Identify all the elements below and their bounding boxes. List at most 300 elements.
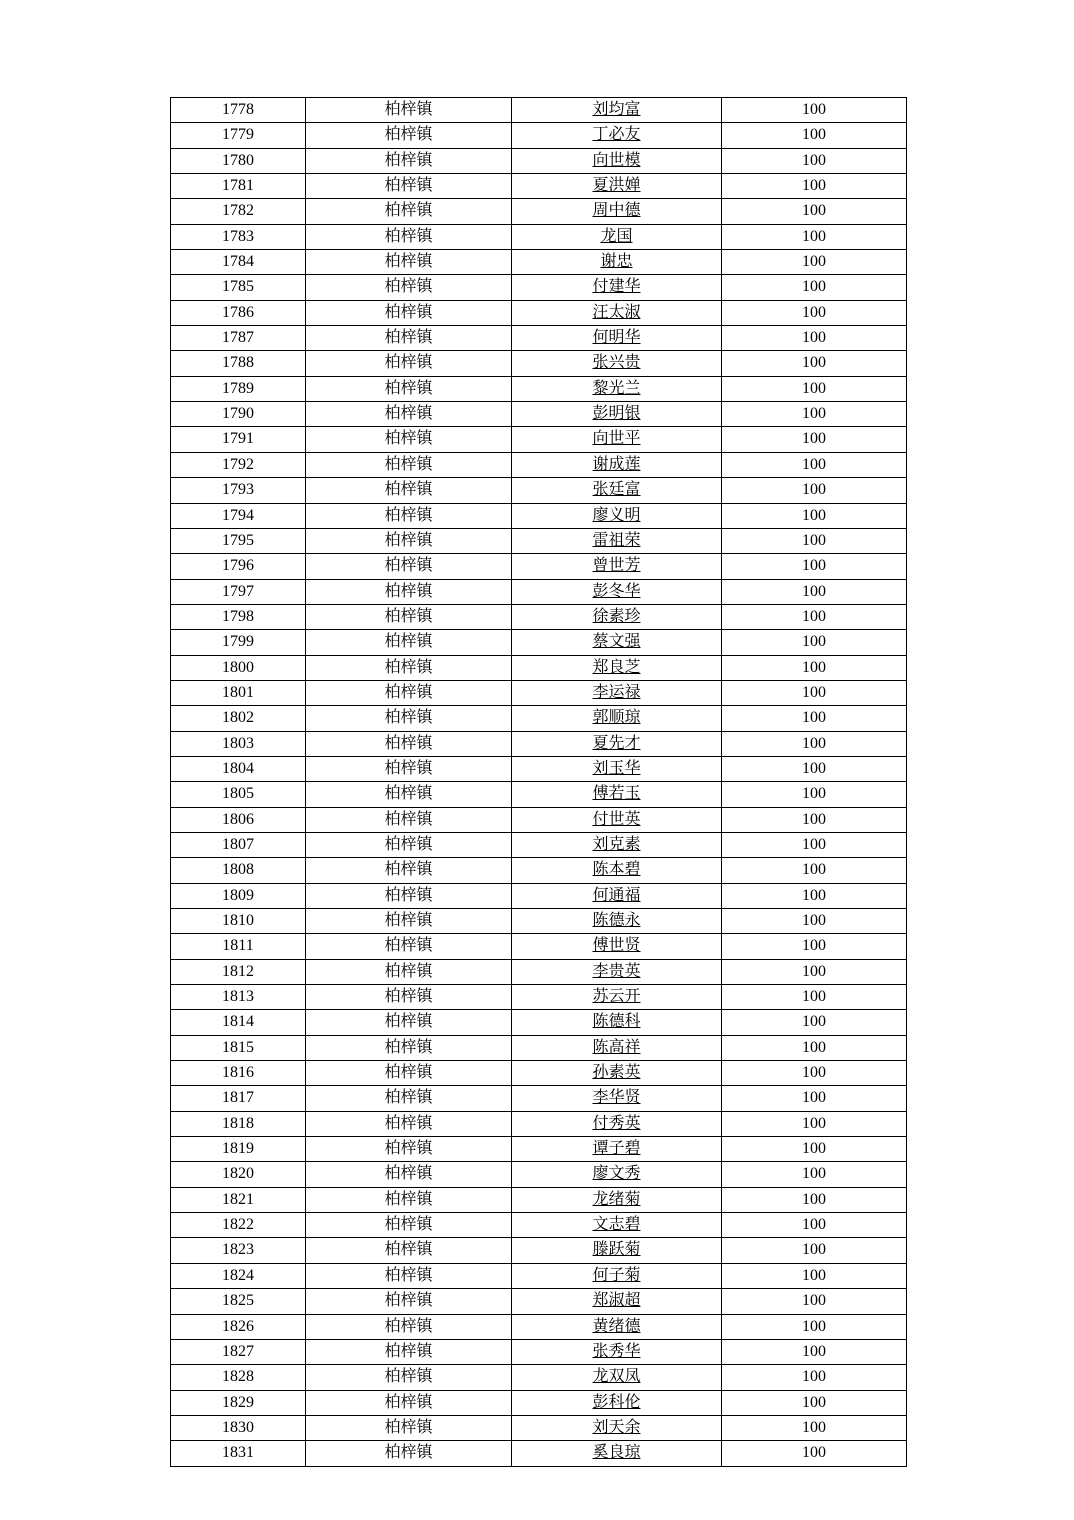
table-row bbox=[171, 402, 907, 427]
table-row bbox=[171, 148, 907, 173]
amount-cell: 100 bbox=[722, 199, 907, 224]
index-cell: 1793 bbox=[171, 478, 306, 503]
amount-cell: 100 bbox=[722, 832, 907, 857]
index-cell: 1785 bbox=[171, 275, 306, 300]
name-cell bbox=[512, 1137, 722, 1162]
town-cell: 柏梓镇 bbox=[306, 1415, 512, 1440]
person-name: 郭顺琼 bbox=[592, 709, 641, 727]
town-cell: 柏梓镇 bbox=[306, 934, 512, 959]
index-cell: 1822 bbox=[171, 1213, 306, 1238]
amount-cell: 100 bbox=[722, 427, 907, 452]
amount-cell: 100 bbox=[722, 909, 907, 934]
amount-cell: 100 bbox=[722, 782, 907, 807]
table-row bbox=[171, 98, 907, 123]
town-cell: 柏梓镇 bbox=[306, 250, 512, 275]
person-name: 刘天余 bbox=[592, 1418, 641, 1436]
index-cell: 1803 bbox=[171, 731, 306, 756]
records-table-body bbox=[171, 98, 907, 1467]
index-cell: 1830 bbox=[171, 1415, 306, 1440]
amount-cell: 100 bbox=[722, 98, 907, 123]
person-name: 郑良芝 bbox=[592, 658, 641, 676]
amount-cell: 100 bbox=[722, 1035, 907, 1060]
index-cell: 1798 bbox=[171, 604, 306, 629]
index-cell: 1779 bbox=[171, 123, 306, 148]
name-cell bbox=[512, 604, 722, 629]
town-cell: 柏梓镇 bbox=[306, 224, 512, 249]
records-table bbox=[170, 97, 907, 1467]
person-name: 彭冬华 bbox=[592, 582, 641, 600]
table-row bbox=[171, 326, 907, 351]
town-cell: 柏梓镇 bbox=[306, 554, 512, 579]
town-cell: 柏梓镇 bbox=[306, 300, 512, 325]
index-cell: 1821 bbox=[171, 1187, 306, 1212]
amount-cell: 100 bbox=[722, 1314, 907, 1339]
name-cell bbox=[512, 1238, 722, 1263]
table-row bbox=[171, 1238, 907, 1263]
name-cell bbox=[512, 630, 722, 655]
town-cell: 柏梓镇 bbox=[306, 1162, 512, 1187]
index-cell: 1814 bbox=[171, 1010, 306, 1035]
table-row bbox=[171, 1162, 907, 1187]
amount-cell: 100 bbox=[722, 934, 907, 959]
name-cell bbox=[512, 579, 722, 604]
amount-cell: 100 bbox=[722, 1086, 907, 1111]
index-cell: 1804 bbox=[171, 756, 306, 781]
town-cell: 柏梓镇 bbox=[306, 706, 512, 731]
index-cell: 1783 bbox=[171, 224, 306, 249]
index-cell: 1820 bbox=[171, 1162, 306, 1187]
table-row bbox=[171, 782, 907, 807]
person-name: 彭科伦 bbox=[592, 1393, 641, 1411]
town-cell: 柏梓镇 bbox=[306, 883, 512, 908]
person-name: 付秀英 bbox=[592, 1114, 641, 1132]
person-name: 彭明银 bbox=[592, 405, 641, 423]
person-name: 陈德科 bbox=[592, 1013, 641, 1031]
town-cell: 柏梓镇 bbox=[306, 832, 512, 857]
name-cell bbox=[512, 655, 722, 680]
amount-cell: 100 bbox=[722, 807, 907, 832]
index-cell: 1786 bbox=[171, 300, 306, 325]
town-cell: 柏梓镇 bbox=[306, 756, 512, 781]
index-cell: 1828 bbox=[171, 1365, 306, 1390]
town-cell: 柏梓镇 bbox=[306, 351, 512, 376]
person-name: 李贵英 bbox=[592, 962, 641, 980]
person-name: 黄绪德 bbox=[592, 1317, 641, 1335]
name-cell bbox=[512, 1289, 722, 1314]
index-cell: 1810 bbox=[171, 909, 306, 934]
name-cell bbox=[512, 503, 722, 528]
amount-cell: 100 bbox=[722, 655, 907, 680]
amount-cell: 100 bbox=[722, 630, 907, 655]
table-row bbox=[171, 1010, 907, 1035]
name-cell bbox=[512, 1111, 722, 1136]
name-cell bbox=[512, 1086, 722, 1111]
person-name: 傅若玉 bbox=[592, 785, 641, 803]
table-row bbox=[171, 1441, 907, 1466]
amount-cell: 100 bbox=[722, 1111, 907, 1136]
name-cell bbox=[512, 275, 722, 300]
person-name: 向世平 bbox=[592, 430, 641, 448]
name-cell bbox=[512, 1035, 722, 1060]
person-name: 刘玉华 bbox=[592, 759, 641, 777]
amount-cell: 100 bbox=[722, 959, 907, 984]
table-row bbox=[171, 199, 907, 224]
table-row bbox=[171, 174, 907, 199]
amount-cell: 100 bbox=[722, 1187, 907, 1212]
person-name: 滕跃菊 bbox=[592, 1241, 641, 1259]
name-cell bbox=[512, 123, 722, 148]
town-cell: 柏梓镇 bbox=[306, 680, 512, 705]
table-row bbox=[171, 807, 907, 832]
table-row bbox=[171, 1314, 907, 1339]
name-cell bbox=[512, 402, 722, 427]
town-cell: 柏梓镇 bbox=[306, 959, 512, 984]
name-cell bbox=[512, 832, 722, 857]
index-cell: 1824 bbox=[171, 1263, 306, 1288]
town-cell: 柏梓镇 bbox=[306, 1187, 512, 1212]
index-cell: 1826 bbox=[171, 1314, 306, 1339]
person-name: 张廷富 bbox=[592, 481, 641, 499]
table-row bbox=[171, 909, 907, 934]
name-cell bbox=[512, 452, 722, 477]
person-name: 龙双凤 bbox=[592, 1368, 641, 1386]
amount-cell: 100 bbox=[722, 300, 907, 325]
table-row bbox=[171, 604, 907, 629]
person-name: 孙素英 bbox=[592, 1064, 641, 1082]
table-row bbox=[171, 985, 907, 1010]
town-cell: 柏梓镇 bbox=[306, 807, 512, 832]
amount-cell: 100 bbox=[722, 1365, 907, 1390]
town-cell: 柏梓镇 bbox=[306, 503, 512, 528]
name-cell bbox=[512, 1213, 722, 1238]
name-cell bbox=[512, 478, 722, 503]
amount-cell: 100 bbox=[722, 1263, 907, 1288]
name-cell bbox=[512, 934, 722, 959]
person-name: 陈德永 bbox=[592, 912, 641, 929]
amount-cell: 100 bbox=[722, 706, 907, 731]
amount-cell: 100 bbox=[722, 123, 907, 148]
index-cell: 1782 bbox=[171, 199, 306, 224]
table-row bbox=[171, 452, 907, 477]
table-row bbox=[171, 1137, 907, 1162]
name-cell bbox=[512, 985, 722, 1010]
person-name: 黎光兰 bbox=[592, 379, 641, 397]
amount-cell: 100 bbox=[722, 1339, 907, 1364]
table-row bbox=[171, 1289, 907, 1314]
amount-cell: 100 bbox=[722, 1415, 907, 1440]
index-cell: 1818 bbox=[171, 1111, 306, 1136]
person-name: 李运禄 bbox=[592, 683, 641, 701]
index-cell: 1801 bbox=[171, 680, 306, 705]
person-name: 曾世芳 bbox=[592, 557, 641, 575]
name-cell bbox=[512, 858, 722, 883]
town-cell: 柏梓镇 bbox=[306, 427, 512, 452]
amount-cell: 100 bbox=[722, 1390, 907, 1415]
amount-cell: 100 bbox=[722, 326, 907, 351]
name-cell bbox=[512, 554, 722, 579]
town-cell: 柏梓镇 bbox=[306, 148, 512, 173]
town-cell: 柏梓镇 bbox=[306, 1365, 512, 1390]
person-name: 何明华 bbox=[592, 329, 641, 347]
person-name: 徐素珍 bbox=[592, 607, 641, 625]
person-name: 付建华 bbox=[592, 278, 641, 296]
person-name: 汪太淑 bbox=[592, 303, 641, 321]
name-cell bbox=[512, 1441, 722, 1466]
index-cell: 1799 bbox=[171, 630, 306, 655]
amount-cell: 100 bbox=[722, 402, 907, 427]
table-row bbox=[171, 351, 907, 376]
index-cell: 1796 bbox=[171, 554, 306, 579]
name-cell bbox=[512, 1061, 722, 1086]
town-cell: 柏梓镇 bbox=[306, 1339, 512, 1364]
table-row bbox=[171, 883, 907, 908]
table-row bbox=[171, 1035, 907, 1060]
person-name: 谢成莲 bbox=[592, 455, 641, 473]
amount-cell: 100 bbox=[722, 554, 907, 579]
name-cell bbox=[512, 731, 722, 756]
index-cell: 1819 bbox=[171, 1137, 306, 1162]
person-name: 夏洪婵 bbox=[592, 177, 641, 195]
table-row bbox=[171, 579, 907, 604]
town-cell: 柏梓镇 bbox=[306, 174, 512, 199]
name-cell bbox=[512, 326, 722, 351]
person-name: 郑淑超 bbox=[592, 1292, 641, 1310]
index-cell: 1812 bbox=[171, 959, 306, 984]
name-cell bbox=[512, 680, 722, 705]
table-row bbox=[171, 1187, 907, 1212]
name-cell bbox=[512, 199, 722, 224]
name-cell bbox=[512, 1339, 722, 1364]
person-name: 刘均富 bbox=[592, 101, 641, 118]
table-row bbox=[171, 224, 907, 249]
table-row bbox=[171, 959, 907, 984]
index-cell: 1811 bbox=[171, 934, 306, 959]
person-name: 谢忠 bbox=[600, 253, 633, 271]
amount-cell: 100 bbox=[722, 1238, 907, 1263]
table-row bbox=[171, 123, 907, 148]
person-name: 龙绪菊 bbox=[592, 1190, 641, 1208]
name-cell bbox=[512, 1314, 722, 1339]
person-name: 张秀华 bbox=[592, 1342, 641, 1360]
town-cell: 柏梓镇 bbox=[306, 402, 512, 427]
amount-cell: 100 bbox=[722, 275, 907, 300]
index-cell: 1778 bbox=[171, 98, 306, 123]
amount-cell: 100 bbox=[722, 756, 907, 781]
name-cell bbox=[512, 1010, 722, 1035]
name-cell bbox=[512, 250, 722, 275]
name-cell bbox=[512, 351, 722, 376]
person-name: 李华贤 bbox=[592, 1089, 641, 1107]
index-cell: 1784 bbox=[171, 250, 306, 275]
table-row bbox=[171, 706, 907, 731]
index-cell: 1791 bbox=[171, 427, 306, 452]
amount-cell: 100 bbox=[722, 1289, 907, 1314]
town-cell: 柏梓镇 bbox=[306, 478, 512, 503]
person-name: 奚良琼 bbox=[592, 1444, 641, 1462]
table-row bbox=[171, 756, 907, 781]
index-cell: 1831 bbox=[171, 1441, 306, 1466]
index-cell: 1823 bbox=[171, 1238, 306, 1263]
table-row bbox=[171, 832, 907, 857]
index-cell: 1802 bbox=[171, 706, 306, 731]
index-cell: 1790 bbox=[171, 402, 306, 427]
name-cell bbox=[512, 148, 722, 173]
index-cell: 1808 bbox=[171, 858, 306, 883]
index-cell: 1780 bbox=[171, 148, 306, 173]
table-row bbox=[171, 1390, 907, 1415]
index-cell: 1781 bbox=[171, 174, 306, 199]
town-cell: 柏梓镇 bbox=[306, 782, 512, 807]
index-cell: 1813 bbox=[171, 985, 306, 1010]
amount-cell: 100 bbox=[722, 604, 907, 629]
amount-cell: 100 bbox=[722, 224, 907, 249]
table-row bbox=[171, 554, 907, 579]
name-cell bbox=[512, 98, 722, 123]
name-cell bbox=[512, 376, 722, 401]
table-row bbox=[171, 427, 907, 452]
town-cell: 柏梓镇 bbox=[306, 123, 512, 148]
name-cell bbox=[512, 807, 722, 832]
table-row bbox=[171, 1111, 907, 1136]
table-row bbox=[171, 1339, 907, 1364]
town-cell: 柏梓镇 bbox=[306, 1010, 512, 1035]
name-cell bbox=[512, 174, 722, 199]
amount-cell: 100 bbox=[722, 579, 907, 604]
person-name: 向世模 bbox=[592, 151, 641, 169]
name-cell bbox=[512, 1187, 722, 1212]
amount-cell: 100 bbox=[722, 1162, 907, 1187]
amount-cell: 100 bbox=[722, 503, 907, 528]
table-row bbox=[171, 630, 907, 655]
town-cell: 柏梓镇 bbox=[306, 909, 512, 934]
person-name: 雷祖荣 bbox=[592, 531, 641, 549]
table-row bbox=[171, 376, 907, 401]
name-cell bbox=[512, 883, 722, 908]
index-cell: 1827 bbox=[171, 1339, 306, 1364]
amount-cell: 100 bbox=[722, 452, 907, 477]
town-cell: 柏梓镇 bbox=[306, 1441, 512, 1466]
town-cell: 柏梓镇 bbox=[306, 985, 512, 1010]
person-name: 张兴贵 bbox=[592, 354, 641, 372]
table-row bbox=[171, 1061, 907, 1086]
amount-cell: 100 bbox=[722, 528, 907, 553]
index-cell: 1800 bbox=[171, 655, 306, 680]
person-name: 傅世贤 bbox=[592, 937, 641, 955]
name-cell bbox=[512, 706, 722, 731]
table-row bbox=[171, 250, 907, 275]
index-cell: 1816 bbox=[171, 1061, 306, 1086]
town-cell: 柏梓镇 bbox=[306, 579, 512, 604]
amount-cell: 100 bbox=[722, 376, 907, 401]
name-cell bbox=[512, 1162, 722, 1187]
table-row bbox=[171, 528, 907, 553]
person-name: 刘克素 bbox=[592, 835, 641, 853]
index-cell: 1795 bbox=[171, 528, 306, 553]
town-cell: 柏梓镇 bbox=[306, 326, 512, 351]
town-cell: 柏梓镇 bbox=[306, 452, 512, 477]
person-name: 龙国 bbox=[600, 227, 633, 245]
table-row bbox=[171, 934, 907, 959]
table-row bbox=[171, 300, 907, 325]
amount-cell: 100 bbox=[722, 1441, 907, 1466]
amount-cell: 100 bbox=[722, 985, 907, 1010]
amount-cell: 100 bbox=[722, 351, 907, 376]
amount-cell: 100 bbox=[722, 148, 907, 173]
town-cell: 柏梓镇 bbox=[306, 1086, 512, 1111]
table-row bbox=[171, 478, 907, 503]
amount-cell: 100 bbox=[722, 858, 907, 883]
index-cell: 1809 bbox=[171, 883, 306, 908]
table-row bbox=[171, 1086, 907, 1111]
amount-cell: 100 bbox=[722, 1061, 907, 1086]
town-cell: 柏梓镇 bbox=[306, 1263, 512, 1288]
index-cell: 1806 bbox=[171, 807, 306, 832]
town-cell: 柏梓镇 bbox=[306, 1390, 512, 1415]
person-name: 何通福 bbox=[592, 886, 641, 904]
town-cell: 柏梓镇 bbox=[306, 1213, 512, 1238]
town-cell: 柏梓镇 bbox=[306, 1289, 512, 1314]
town-cell: 柏梓镇 bbox=[306, 604, 512, 629]
table-row bbox=[171, 275, 907, 300]
name-cell bbox=[512, 756, 722, 781]
town-cell: 柏梓镇 bbox=[306, 1238, 512, 1263]
index-cell: 1825 bbox=[171, 1289, 306, 1314]
amount-cell: 100 bbox=[722, 680, 907, 705]
town-cell: 柏梓镇 bbox=[306, 98, 512, 123]
name-cell bbox=[512, 959, 722, 984]
amount-cell: 100 bbox=[722, 731, 907, 756]
table-row bbox=[171, 858, 907, 883]
index-cell: 1805 bbox=[171, 782, 306, 807]
person-name: 文志碧 bbox=[592, 1216, 641, 1234]
table-row bbox=[171, 1213, 907, 1238]
amount-cell: 100 bbox=[722, 478, 907, 503]
name-cell bbox=[512, 427, 722, 452]
town-cell: 柏梓镇 bbox=[306, 858, 512, 883]
town-cell: 柏梓镇 bbox=[306, 1111, 512, 1136]
table-row bbox=[171, 680, 907, 705]
name-cell bbox=[512, 224, 722, 249]
name-cell bbox=[512, 1263, 722, 1288]
name-cell bbox=[512, 1365, 722, 1390]
name-cell bbox=[512, 909, 722, 934]
person-name: 何子菊 bbox=[592, 1266, 641, 1284]
index-cell: 1829 bbox=[171, 1390, 306, 1415]
amount-cell: 100 bbox=[722, 1137, 907, 1162]
table-row bbox=[171, 1365, 907, 1390]
person-name: 周中德 bbox=[592, 202, 641, 220]
town-cell: 柏梓镇 bbox=[306, 655, 512, 680]
index-cell: 1787 bbox=[171, 326, 306, 351]
index-cell: 1807 bbox=[171, 832, 306, 857]
town-cell: 柏梓镇 bbox=[306, 376, 512, 401]
index-cell: 1789 bbox=[171, 376, 306, 401]
name-cell bbox=[512, 782, 722, 807]
table-row bbox=[171, 731, 907, 756]
amount-cell: 100 bbox=[722, 1010, 907, 1035]
town-cell: 柏梓镇 bbox=[306, 528, 512, 553]
person-name: 夏先才 bbox=[592, 734, 641, 752]
person-name: 苏云开 bbox=[592, 988, 641, 1006]
person-name: 陈本碧 bbox=[592, 861, 641, 879]
name-cell bbox=[512, 300, 722, 325]
name-cell bbox=[512, 1390, 722, 1415]
index-cell: 1815 bbox=[171, 1035, 306, 1060]
town-cell: 柏梓镇 bbox=[306, 1314, 512, 1339]
index-cell: 1817 bbox=[171, 1086, 306, 1111]
town-cell: 柏梓镇 bbox=[306, 1035, 512, 1060]
person-name: 陈高祥 bbox=[592, 1038, 641, 1056]
